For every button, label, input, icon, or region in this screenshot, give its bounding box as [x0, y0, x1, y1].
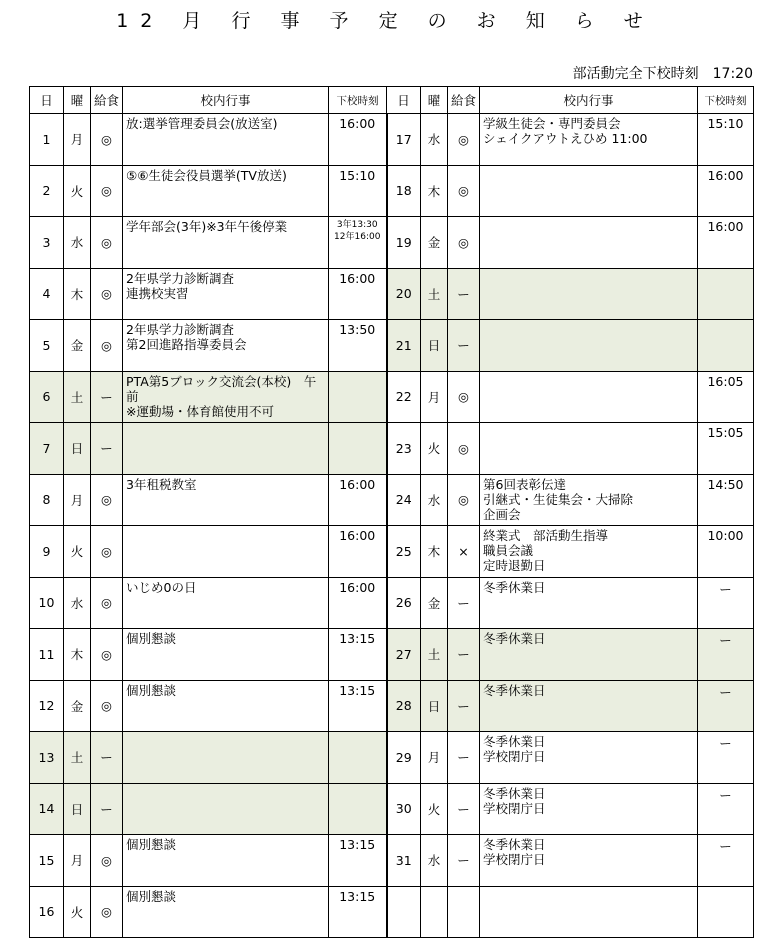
lunch-cell: ー	[91, 783, 123, 835]
weekday-cell: 金	[64, 320, 91, 372]
dismissal-time: 3年13:30	[336, 220, 378, 230]
events-cell	[480, 114, 698, 166]
lunch-cell: ◎	[91, 680, 123, 732]
event-line: 学年部会(3年)※3年午後停業	[126, 219, 288, 234]
dismissal-time-cell	[698, 526, 754, 578]
weekday-cell: 金	[421, 577, 448, 629]
event-line: 冬季休業日	[483, 785, 546, 801]
lunch-cell: ー	[448, 835, 480, 887]
header-weekday: 曜	[421, 87, 448, 114]
day-cell: 4	[30, 268, 64, 320]
table-row	[30, 783, 754, 835]
event-line: 学級生徒会・専門委員会	[483, 116, 621, 131]
event-line: 3年租税教室	[126, 476, 197, 492]
lunch-cell: ◎	[91, 886, 123, 938]
weekday-cell: 水	[421, 835, 448, 887]
lunch-cell: ×	[448, 526, 480, 578]
events-cell	[480, 217, 698, 269]
day-cell: 8	[30, 474, 64, 526]
header-row	[30, 87, 754, 114]
dismissal-time: 14:50	[707, 476, 744, 492]
table-row	[30, 835, 754, 887]
events-cell	[123, 423, 329, 475]
dismissal-time-cell	[698, 371, 754, 423]
table-row	[30, 886, 754, 938]
weekday-cell: 木	[421, 526, 448, 578]
weekday-cell: 月	[421, 371, 448, 423]
events-cell	[123, 268, 329, 320]
weekday-cell: 日	[421, 320, 448, 372]
event-line: ⑤⑥生徒会役員選挙(TV放送)	[126, 167, 287, 183]
weekday-cell: 土	[64, 732, 91, 784]
lunch-cell: ◎	[448, 423, 480, 475]
dismissal-time: 16:00	[707, 167, 744, 183]
events-cell	[480, 526, 698, 578]
dismissal-time: 15:10	[339, 167, 376, 183]
event-line: 連携校実習	[126, 285, 189, 301]
dismissal-time: 13:15	[339, 631, 376, 646]
dismissal-time-cell	[329, 629, 387, 681]
day-cell: 30	[387, 783, 421, 835]
weekday-cell: 火	[64, 165, 91, 217]
table-row	[30, 114, 754, 166]
schedule-table	[29, 86, 754, 938]
lunch-cell: ー	[448, 783, 480, 835]
weekday-cell: 火	[421, 783, 448, 835]
event-line: 学校閉庁日	[483, 800, 546, 816]
events-cell	[480, 732, 698, 784]
weekday-cell: 日	[64, 783, 91, 835]
dismissal-time-cell	[698, 474, 754, 526]
events-cell	[123, 680, 329, 732]
lunch-cell: ◎	[91, 526, 123, 578]
table-row	[30, 680, 754, 732]
events-cell	[123, 886, 329, 938]
dismissal-time-cell	[329, 732, 387, 784]
dismissal-time: 16:00	[339, 579, 376, 595]
dismissal-time: 16:00	[339, 270, 376, 286]
dismissal-time-cell	[329, 320, 387, 372]
header-events: 校内行事	[480, 87, 698, 114]
table-row	[30, 371, 754, 423]
weekday-cell: 木	[64, 268, 91, 320]
weekday-cell: 月	[64, 474, 91, 526]
weekday-cell: 土	[421, 629, 448, 681]
dismissal-time-cell	[329, 886, 387, 938]
day-cell: 6	[30, 371, 64, 423]
events-cell	[123, 371, 329, 423]
day-cell: 11	[30, 629, 64, 681]
dismissal-time: ー	[719, 581, 732, 597]
dismissal-time: 16:05	[707, 373, 744, 389]
event-line: 冬季休業日	[483, 579, 546, 595]
day-cell: 21	[387, 320, 421, 372]
lunch-cell: ◎	[448, 217, 480, 269]
event-line: 冬季休業日	[483, 631, 546, 646]
events-cell	[480, 474, 698, 526]
lunch-cell: ー	[448, 320, 480, 372]
header-lunch: 給食	[91, 87, 123, 114]
event-line: 企画会	[483, 506, 521, 522]
dismissal-time-cell	[329, 268, 387, 320]
lunch-cell: ◎	[91, 268, 123, 320]
dismissal-time: 13:50	[339, 322, 376, 337]
weekday-cell: 日	[421, 680, 448, 732]
page-title: 12 月 行 事 予 定 の お 知 ら せ	[116, 10, 655, 32]
events-cell	[480, 371, 698, 423]
dismissal-time: 13:15	[339, 837, 376, 852]
lunch-cell: ◎	[91, 165, 123, 217]
event-line: 第6回表彰伝達	[483, 476, 566, 492]
header-lunch: 給食	[448, 87, 480, 114]
dismissal-time: 13:15	[339, 682, 376, 698]
events-cell	[480, 629, 698, 681]
day-cell: 26	[387, 577, 421, 629]
event-line: いじめ0の日	[126, 579, 197, 595]
day-cell: 24	[387, 474, 421, 526]
dismissal-time-cell	[698, 165, 754, 217]
event-line: 冬季休業日	[483, 734, 546, 749]
event-line: 冬季休業日	[483, 837, 546, 852]
header-day: 日	[30, 87, 64, 114]
dismissal-time: ー	[719, 839, 732, 854]
schedule-body	[30, 114, 754, 938]
events-cell	[480, 165, 698, 217]
dismissal-time-cell	[329, 423, 387, 475]
events-cell	[480, 835, 698, 887]
dismissal-time: ー	[719, 787, 732, 803]
dismissal-time: 16:00	[339, 476, 376, 492]
dismissal-time: 13:15	[339, 888, 376, 904]
dismissal-time-cell	[698, 835, 754, 887]
events-cell	[123, 629, 329, 681]
header-dismissal: 下校時刻	[329, 87, 387, 114]
table-row	[30, 474, 754, 526]
events-cell	[480, 268, 698, 320]
day-cell: 25	[387, 526, 421, 578]
lunch-cell: ◎	[91, 114, 123, 166]
weekday-cell	[421, 886, 448, 938]
weekday-cell: 金	[64, 680, 91, 732]
dismissal-time-cell	[329, 217, 387, 269]
dismissal-time-cell	[329, 526, 387, 578]
lunch-cell: ◎	[91, 320, 123, 372]
lunch-cell: ◎	[91, 577, 123, 629]
dismissal-time-cell	[329, 114, 387, 166]
event-line: 個別懇談	[126, 888, 177, 904]
table-row	[30, 217, 754, 269]
event-line: ※運動場・体育館使用不可	[126, 403, 274, 419]
events-cell	[480, 320, 698, 372]
events-cell	[123, 114, 329, 166]
lunch-cell: ◎	[91, 474, 123, 526]
day-cell: 9	[30, 526, 64, 578]
weekday-cell: 水	[64, 577, 91, 629]
event-line: 職員会議	[483, 543, 534, 558]
dismissal-time-cell	[698, 217, 754, 269]
events-cell	[480, 577, 698, 629]
dismissal-time-cell	[698, 629, 754, 681]
lunch-cell: ー	[448, 577, 480, 629]
weekday-cell: 日	[64, 423, 91, 475]
day-cell: 22	[387, 371, 421, 423]
table-row	[30, 165, 754, 217]
event-line: 2年県学力診断調査	[126, 322, 234, 337]
event-line: 個別懇談	[126, 837, 177, 852]
dismissal-time: ー	[719, 736, 732, 751]
header-events: 校内行事	[123, 87, 329, 114]
day-cell: 28	[387, 680, 421, 732]
dismissal-time-cell	[329, 680, 387, 732]
dismissal-time-cell	[698, 114, 754, 166]
event-line: 第2回進路指導委員会	[126, 337, 247, 352]
lunch-cell: ー	[448, 732, 480, 784]
events-cell	[123, 835, 329, 887]
dismissal-time-cell	[329, 165, 387, 217]
weekday-cell: 土	[64, 371, 91, 423]
lunch-cell: ー	[91, 732, 123, 784]
header-day: 日	[387, 87, 421, 114]
day-cell	[387, 886, 421, 938]
day-cell: 17	[387, 114, 421, 166]
weekday-cell: 木	[421, 165, 448, 217]
lunch-cell: ー	[448, 268, 480, 320]
lunch-cell: ー	[448, 680, 480, 732]
day-cell: 10	[30, 577, 64, 629]
day-cell: 16	[30, 886, 64, 938]
events-cell	[123, 526, 329, 578]
day-cell: 31	[387, 835, 421, 887]
lunch-cell: ー	[448, 629, 480, 681]
lunch-cell: ー	[91, 423, 123, 475]
dismissal-time-cell	[329, 577, 387, 629]
day-cell: 27	[387, 629, 421, 681]
day-cell: 2	[30, 165, 64, 217]
dismissal-time: 15:05	[707, 425, 744, 440]
day-cell: 23	[387, 423, 421, 475]
weekday-cell: 土	[421, 268, 448, 320]
lunch-cell: ◎	[448, 474, 480, 526]
day-cell: 19	[387, 217, 421, 269]
day-cell: 7	[30, 423, 64, 475]
day-cell: 15	[30, 835, 64, 887]
lunch-cell: ◎	[91, 835, 123, 887]
event-line: 冬季休業日	[483, 682, 546, 698]
dismissal-time-cell	[698, 320, 754, 372]
events-cell	[123, 577, 329, 629]
dismissal-time-cell	[329, 783, 387, 835]
event-line: シェイクアウトえひめ 11:00	[483, 131, 648, 146]
lunch-cell: ー	[91, 371, 123, 423]
events-cell	[123, 732, 329, 784]
event-line: PTA第5ブロック交流会(本校) 午	[126, 373, 317, 389]
day-cell: 3	[30, 217, 64, 269]
lunch-cell: ◎	[91, 629, 123, 681]
club-dismissal-notice: 部活動完全下校時刻 17:20	[572, 66, 753, 82]
dismissal-time-cell	[698, 423, 754, 475]
lunch-cell: ◎	[91, 217, 123, 269]
dismissal-time-cell	[698, 783, 754, 835]
weekday-cell: 火	[421, 423, 448, 475]
weekday-cell: 火	[64, 526, 91, 578]
weekday-cell: 木	[64, 629, 91, 681]
table-row	[30, 423, 754, 475]
event-line: 2年県学力診断調査	[126, 270, 234, 286]
table-row	[30, 629, 754, 681]
event-line: 終業式 部活動生指導	[483, 528, 609, 543]
dismissal-time: ー	[719, 633, 732, 648]
weekday-cell: 月	[64, 114, 91, 166]
weekday-cell: 金	[421, 217, 448, 269]
dismissal-time: 16:00	[339, 528, 376, 543]
dismissal-time-cell	[329, 474, 387, 526]
event-line: 学校閉庁日	[483, 852, 546, 867]
weekday-cell: 火	[64, 886, 91, 938]
dismissal-time: 15:10	[707, 116, 744, 131]
day-cell: 1	[30, 114, 64, 166]
dismissal-time: 16:00	[339, 116, 376, 131]
events-cell	[123, 217, 329, 269]
day-cell: 20	[387, 268, 421, 320]
event-line: 前	[126, 388, 139, 404]
event-line: 個別懇談	[126, 682, 177, 698]
table-row	[30, 732, 754, 784]
dismissal-time: ー	[719, 684, 732, 700]
dismissal-time-cell	[698, 732, 754, 784]
dismissal-time-cell	[329, 371, 387, 423]
weekday-cell: 水	[421, 114, 448, 166]
table-row	[30, 577, 754, 629]
dismissal-time-cell	[698, 577, 754, 629]
weekday-cell: 月	[421, 732, 448, 784]
event-line: 引継式・生徒集会・大掃除	[483, 491, 634, 507]
events-cell	[480, 886, 698, 938]
day-cell: 18	[387, 165, 421, 217]
events-cell	[123, 165, 329, 217]
events-cell	[123, 783, 329, 835]
lunch-cell: ◎	[448, 165, 480, 217]
event-line: 学校閉庁日	[483, 749, 546, 764]
table-row	[30, 268, 754, 320]
events-cell	[123, 474, 329, 526]
dismissal-time: 16:00	[707, 219, 744, 234]
event-line: 個別懇談	[126, 631, 177, 646]
dismissal-time: 12年16:00	[334, 232, 381, 242]
table-row	[30, 526, 754, 578]
day-cell: 13	[30, 732, 64, 784]
dismissal-time-cell	[698, 886, 754, 938]
dismissal-time-cell	[698, 680, 754, 732]
lunch-cell: ◎	[448, 114, 480, 166]
day-cell: 29	[387, 732, 421, 784]
dismissal-time-cell	[329, 835, 387, 887]
table-row	[30, 320, 754, 372]
day-cell: 5	[30, 320, 64, 372]
events-cell	[480, 783, 698, 835]
header-weekday: 曜	[64, 87, 91, 114]
day-cell: 12	[30, 680, 64, 732]
lunch-cell: ◎	[448, 371, 480, 423]
events-cell	[123, 320, 329, 372]
dismissal-time-cell	[698, 268, 754, 320]
event-line: 放:選挙管理委員会(放送室)	[126, 116, 278, 131]
events-cell	[480, 680, 698, 732]
event-line: 定時退勤日	[483, 558, 546, 573]
events-cell	[480, 423, 698, 475]
weekday-cell: 月	[64, 835, 91, 887]
header-dismissal: 下校時刻	[698, 87, 754, 114]
lunch-cell	[448, 886, 480, 938]
day-cell: 14	[30, 783, 64, 835]
dismissal-time: 10:00	[707, 528, 744, 543]
weekday-cell: 水	[64, 217, 91, 269]
weekday-cell: 水	[421, 474, 448, 526]
